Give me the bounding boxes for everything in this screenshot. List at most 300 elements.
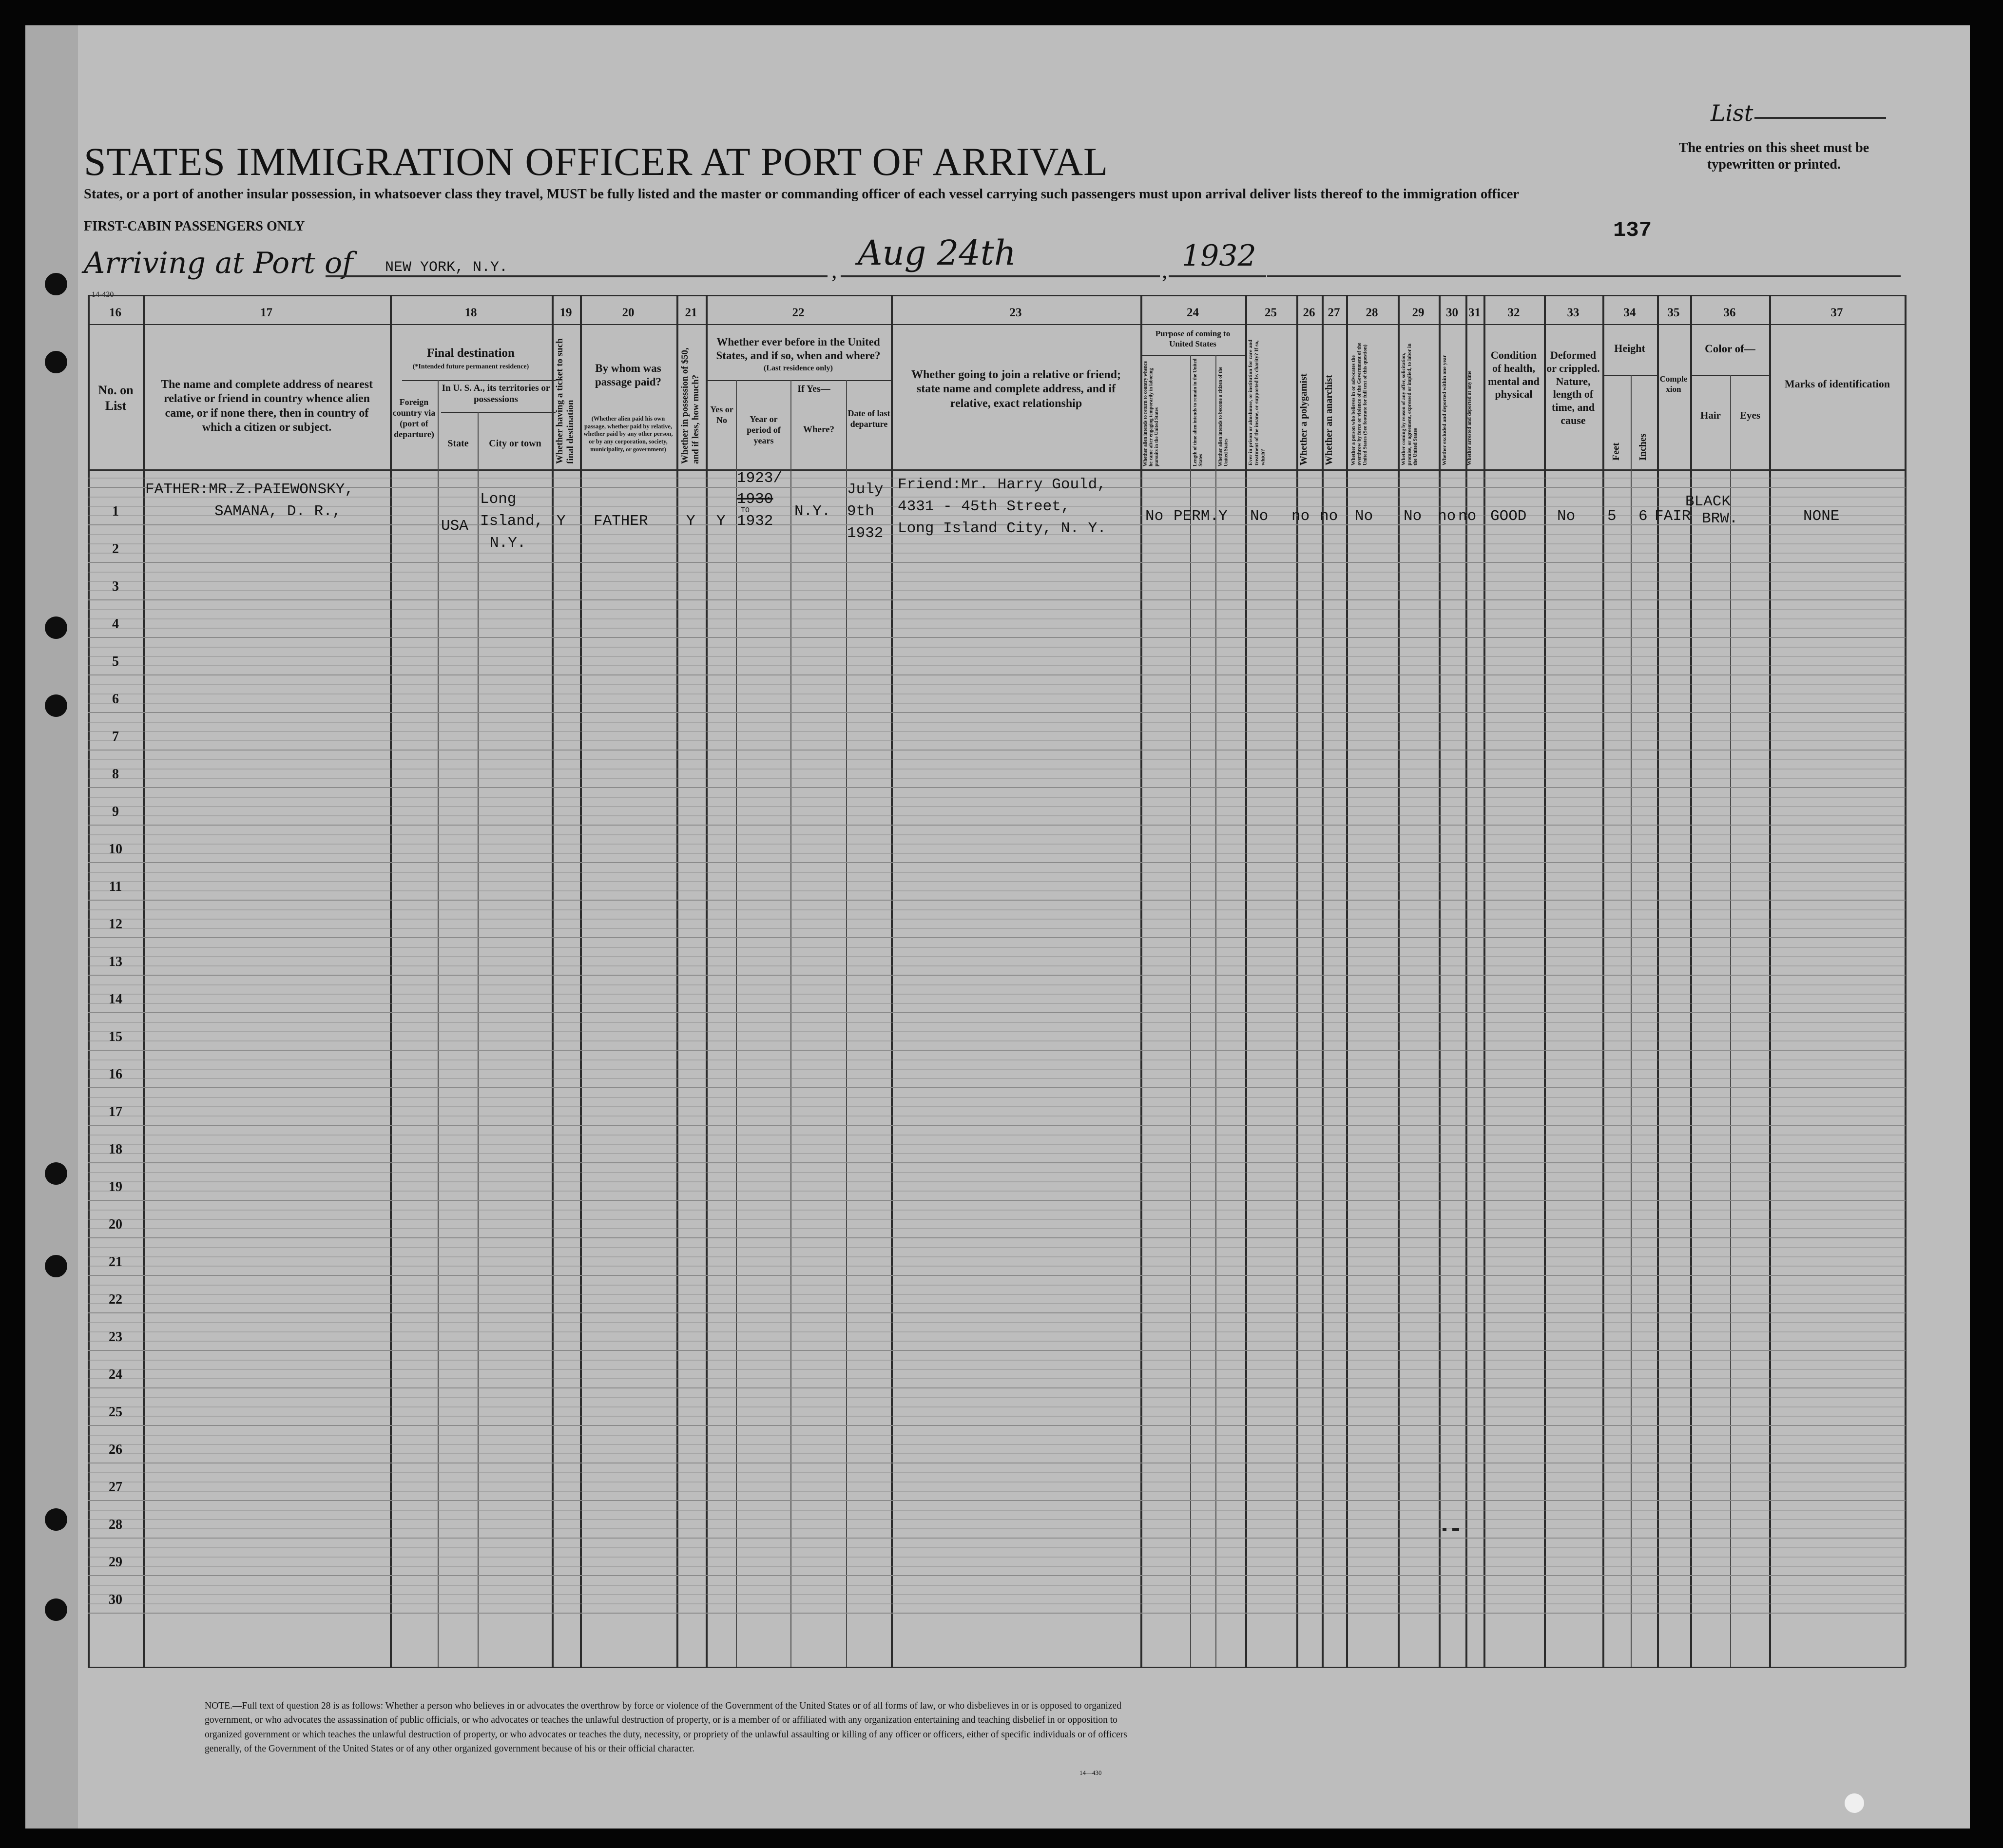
column-rule: [846, 380, 847, 1667]
column-rule: [676, 295, 678, 1667]
row-rule: [88, 872, 1906, 873]
row-rule: [88, 1266, 1906, 1267]
date-underline: [841, 275, 1160, 277]
row-rule: [88, 928, 1906, 929]
header-health: Condition of health, mental and physical: [1488, 349, 1540, 401]
row-rule: [88, 1472, 1906, 1473]
column-rule: [88, 295, 90, 1667]
column-rule: [580, 295, 582, 1667]
row-number: 28: [109, 1517, 122, 1532]
header-excluded: Whether excluded and deported within one year: [1442, 355, 1447, 465]
header-deformed: Deformed or crippled. Nature, length of time, and cause: [1546, 349, 1600, 427]
row-rule: [88, 1528, 1906, 1529]
rivet: [1845, 1793, 1864, 1813]
row-rule: [88, 1106, 1906, 1107]
column-rule: [1905, 295, 1907, 1667]
column-rule: [143, 295, 145, 1667]
row-rule: [88, 1500, 1906, 1501]
row-rule: [88, 1069, 1906, 1070]
page-title: STATES IMMIGRATION OFFICER AT PORT OF ARRIVAL: [84, 139, 1109, 184]
header-bottom-rule: [88, 469, 1906, 471]
column-rule: [1657, 295, 1659, 1667]
row-rule: [88, 1191, 1906, 1192]
typewritten-note: The entries on this sheet must be typewritten or printed.: [1678, 140, 1869, 172]
row-rule: [88, 1059, 1906, 1060]
header-purpose: Purpose of coming to United States: [1155, 329, 1231, 348]
class-label: FIRST-CABIN PASSENGERS ONLY: [84, 219, 305, 234]
entry-city-line1: Long: [480, 491, 517, 508]
header-feet: Feet: [1611, 443, 1621, 461]
row-rule: [88, 1097, 1906, 1098]
col-number: 16: [109, 306, 121, 319]
row-rule: [88, 956, 1906, 957]
column-rule: [1769, 295, 1771, 1667]
entry-join-line1: Friend:Mr. Harry Gould,: [898, 476, 1106, 493]
column-rule: [1544, 295, 1546, 1667]
row-rule: [88, 543, 1906, 544]
column-rule: [706, 295, 708, 1667]
entry-join-line2: 4331 - 45th Street,: [898, 498, 1070, 515]
header-offer-labor: Whether coming by reason of any offer, solicitation, promise, or agreement, expressed or implied, to labor in the United States: [1401, 344, 1419, 465]
col-number: 37: [1830, 306, 1843, 319]
col-number: 22: [792, 306, 805, 319]
row-rule: [88, 1547, 1906, 1548]
row-rule: [88, 647, 1906, 648]
row-rule: [88, 1303, 1906, 1304]
entry-years-line3: 1932: [737, 513, 773, 530]
row-rule: [88, 1425, 1906, 1426]
punch-hole: [45, 1162, 67, 1185]
row-number: 21: [109, 1254, 122, 1270]
row-rule: [88, 1350, 1906, 1351]
row-rule: [88, 1444, 1906, 1445]
column-rule: [1140, 295, 1142, 1667]
row-rule: [88, 1247, 1906, 1248]
entry-where: N.Y.: [794, 503, 831, 520]
row-rule: [88, 1491, 1906, 1492]
col-number: 35: [1667, 306, 1680, 319]
header-ticket: Whether having a ticket to such final destination: [555, 338, 576, 464]
header-inches: Inches: [1637, 433, 1648, 461]
entry-departure-line1: July: [847, 481, 884, 498]
comma: ,: [1162, 258, 1168, 283]
column-rule: [736, 380, 737, 1667]
header-foreign-country: Foreign country via (port of departure): [392, 397, 436, 439]
row-rule: [88, 562, 1906, 563]
rule: [441, 412, 556, 413]
column-rule: [1322, 295, 1324, 1667]
row-rule: [88, 806, 1906, 807]
row-rule: [88, 815, 1906, 816]
header-city: City or town: [489, 438, 541, 449]
col-number: 24: [1187, 306, 1199, 319]
page-subtitle: States, or a port of another insular possession, in whatsoever class they travel, MUST be fully listed and the master or commanding officer of each vessel carrying such passengers must upon arrival deliver lists thereof to the immigration officer: [84, 187, 1520, 202]
header-color: Color of—: [1705, 343, 1755, 355]
entry-departure-line3: 1932: [847, 525, 884, 542]
row-number: 18: [109, 1142, 122, 1157]
column-rule: [1398, 295, 1400, 1667]
entry-offer: No: [1404, 508, 1422, 525]
column-rule: [390, 295, 392, 1667]
entry-prison: No: [1250, 508, 1269, 525]
row-number: 24: [109, 1367, 122, 1382]
entry-eyes: BRW.: [1702, 510, 1738, 527]
row-number: 17: [109, 1104, 122, 1119]
header-date-departure: Date of last departure: [847, 408, 890, 429]
row-rule: [88, 1172, 1906, 1173]
row-rule: [88, 984, 1906, 985]
header-final-destination-sub: (*Intended future permanent residence): [412, 363, 529, 370]
header-where: Where?: [803, 424, 835, 435]
col-number: 32: [1507, 306, 1520, 319]
column-rule: [1245, 295, 1247, 1667]
binding-gutter: [25, 25, 78, 1829]
column-rule: [1346, 295, 1348, 1667]
row-number: 9: [112, 804, 119, 819]
row-rule: [88, 1200, 1906, 1201]
row-rule: [88, 909, 1906, 910]
header-in-usa: In U. S. A., its territories or possessions: [442, 383, 550, 405]
column-rule: [1190, 355, 1191, 1667]
row-rule: [88, 994, 1906, 995]
row-rule: [88, 684, 1906, 685]
header-purpose-length: Length of time alien intends to remain in the United States: [1193, 358, 1204, 466]
column-rule: [790, 380, 791, 1667]
row-rule: [88, 1153, 1906, 1154]
header-join-relative: Whether going to join a relative or friend; state name and complete address, and if relative, exact relationship: [911, 368, 1121, 410]
row-number: 22: [109, 1292, 122, 1307]
rule: [707, 380, 892, 381]
row-rule: [88, 1387, 1906, 1388]
entry-excluded: no: [1438, 508, 1456, 525]
entry-join-line3: Long Island City, N. Y.: [898, 520, 1106, 537]
row-number: 10: [109, 842, 122, 857]
entry-departure-line2: 9th: [847, 503, 874, 520]
entry-polygamist: no: [1291, 508, 1310, 525]
row-rule: [88, 1237, 1906, 1238]
year-underline: [1169, 275, 1266, 277]
row-rule: [88, 1360, 1906, 1361]
row-rule: [88, 844, 1906, 845]
header-passage-paid-sub: (Whether alien paid his own passage, whether paid by relative, whether paid by any other person, or by any corporation, society, municipality, or government): [583, 415, 673, 453]
row-rule: [88, 599, 1906, 600]
col-number: 28: [1366, 306, 1378, 319]
row-rule: [88, 1022, 1906, 1023]
row-rule: [88, 787, 1906, 788]
row-rule: [88, 1087, 1906, 1088]
header-no-on-list: No. on List: [98, 383, 134, 413]
row-rule: [88, 1012, 1906, 1013]
row-rule: [88, 1453, 1906, 1454]
header-hair: Hair: [1700, 409, 1721, 421]
punch-hole: [45, 1255, 67, 1277]
entry-state: USA: [441, 518, 468, 535]
row-number: 29: [109, 1555, 122, 1570]
row-rule: [88, 609, 1906, 610]
row-rule: [88, 1294, 1906, 1295]
header-prison: Ever in prison or almshouse, or institution for care and treatment of the insane, or supported by charity? If so, which?: [1248, 339, 1266, 465]
row-rule: [88, 1078, 1906, 1079]
row-rule: [88, 1210, 1906, 1211]
row-rule: [88, 1003, 1906, 1004]
row-rule: [88, 1228, 1906, 1229]
row-rule: [88, 1416, 1906, 1417]
column-rule: [1296, 295, 1298, 1667]
row-number: 19: [109, 1179, 122, 1194]
entry-relative-line2: SAMANA, D. R.,: [214, 503, 342, 520]
row-number: 15: [109, 1029, 122, 1044]
entry-before-yes: Y: [716, 513, 726, 530]
arriving-label: Arriving at Port of: [84, 246, 353, 280]
col-number: 29: [1412, 306, 1425, 319]
arrival-line-end: [1267, 275, 1901, 277]
row-number: 30: [109, 1592, 122, 1607]
header-final-destination: Final destination: [427, 346, 515, 360]
row-number: 6: [112, 692, 119, 707]
row-rule: [88, 919, 1906, 920]
punch-hole: [45, 1508, 67, 1531]
header-purpose-return: Whether alien intends to return to country whence he came after engaging temporarily in laboring pursuits in the United States: [1143, 361, 1159, 466]
header-marks: Marks of identification: [1784, 378, 1890, 390]
entry-relative-line1: FATHER:MR.Z.PAIEWONSKY,: [145, 481, 354, 498]
row-rule: [88, 656, 1906, 657]
column-rule: [438, 380, 439, 1667]
header-polygamist: Whether a polygamist: [1298, 373, 1309, 465]
entry-paid-by: FATHER: [594, 513, 648, 530]
header-relative-address: The name and complete address of nearest relative or friend in country whence alien came, or if none there, then in country of which a citizen or subject.: [160, 378, 373, 434]
row-rule: [88, 665, 1906, 666]
row-rule: [88, 853, 1906, 854]
row-rule: [88, 572, 1906, 573]
row-rule: [88, 581, 1906, 582]
row-rule: [88, 1378, 1906, 1379]
row-number: 25: [109, 1405, 122, 1420]
column-rule: [1465, 295, 1467, 1667]
header-height: Height: [1614, 342, 1645, 354]
header-fifty-dollars: Whether in possession of $50, and if less, how much?: [680, 347, 701, 464]
row-rule: [88, 1557, 1906, 1558]
row-rule: [88, 1369, 1906, 1370]
footnote-question-28: NOTE.—Full text of question 28 is as follows: Whether a person who believes in or advocates the overthrow by force or violence of the Government of the United States or of all forms of law, or who disbelieves in or is opposed to organized government, or who advocates the assassination of public officials, or who advocates or teaches the unlawful destruction of property, or is a member of or affiliated with any organization entertaining and teaching disbelief in or opposition to organized government or which teaches the unlawful destruction of property, or who advocates or teaches the duty, necessity, or propriety of the unlawful assaulting or killing of any officer or officers, either of specific individuals or of officers generally, of the Government of the United States or of any other organized government because of his or their official character.: [205, 1701, 1127, 1754]
entry-deformed: No: [1557, 508, 1576, 525]
row-rule: [88, 1585, 1906, 1586]
entry-years-line2: 1930: [737, 491, 773, 508]
row-rule: [88, 712, 1906, 713]
row-number: 1: [112, 504, 119, 519]
row-rule: [88, 628, 1906, 629]
row-rule: [88, 1031, 1906, 1032]
row-rule: [88, 1125, 1906, 1126]
rule: [1141, 355, 1246, 356]
col-number: 20: [622, 306, 635, 319]
entry-inches: 6: [1638, 508, 1648, 525]
col-number: 25: [1265, 306, 1277, 319]
row-rule: [88, 1144, 1906, 1145]
header-yes-no: Yes or No: [710, 404, 733, 425]
entry-city-line2: Island,: [480, 513, 544, 530]
row-rule: [88, 1594, 1906, 1595]
rule: [1603, 375, 1657, 376]
row-rule: [88, 1603, 1906, 1604]
row-rule: [88, 797, 1906, 798]
col-number: 23: [1009, 306, 1022, 319]
column-rule: [891, 295, 893, 1667]
row-rule: [88, 769, 1906, 770]
header-overthrow: Whether a person who believes in or advocates the overthrow by force or violence of the Government of the United States (See footnote for full text of this question): [1351, 343, 1368, 465]
row-rule: [88, 1256, 1906, 1257]
comma: ,: [831, 258, 837, 283]
row-number: 23: [109, 1329, 122, 1345]
row-number: 2: [112, 541, 119, 557]
row-rule: [88, 937, 1906, 938]
row-rule: [88, 759, 1906, 760]
row-rule: [88, 703, 1906, 704]
row-rule: [88, 1406, 1906, 1407]
column-rule: [1215, 355, 1216, 1667]
entry-has-50: Y: [686, 513, 695, 530]
header-deported: Whether arrested and deported at any time: [1467, 370, 1472, 465]
header-ever-before-sub: (Last residence only): [764, 364, 833, 372]
row-rule: [88, 825, 1906, 826]
row-number: 5: [112, 654, 119, 669]
header-purpose-citizen: Whether alien intends to become a citizen of the United States: [1218, 366, 1229, 466]
row-rule: [88, 1040, 1906, 1041]
header-passage-paid: By whom was passage paid?: [595, 362, 662, 388]
entry-marks: NONE: [1803, 508, 1840, 525]
entry-years-line1: 1923/: [737, 470, 783, 487]
column-rule: [1483, 295, 1485, 1667]
row-number: 26: [109, 1442, 122, 1457]
table-top-border: [88, 295, 1906, 296]
entry-hair: BLACK: [1685, 493, 1731, 510]
row-rule: [88, 778, 1906, 779]
ink-mark: [1452, 1528, 1459, 1531]
row-number: 4: [112, 616, 119, 632]
row-rule: [88, 1322, 1906, 1323]
row-rule: [88, 975, 1906, 976]
row-number: 16: [109, 1067, 122, 1082]
col-number: 31: [1468, 306, 1481, 319]
list-label: List: [1711, 100, 1753, 126]
col-number: 27: [1328, 306, 1340, 319]
row-rule: [88, 1285, 1906, 1286]
entry-city-line3: N.Y.: [490, 535, 526, 552]
entry-health: GOOD: [1490, 508, 1527, 525]
row-number: 7: [112, 729, 119, 744]
header-if-yes: If Yes—: [797, 384, 830, 394]
entry-ticket: Y: [557, 513, 566, 530]
rule: [402, 380, 556, 381]
header-complexion: Complexion: [1659, 374, 1688, 394]
row-rule: [88, 834, 1906, 835]
row-rule: [88, 1341, 1906, 1342]
header-state: State: [447, 438, 469, 449]
entry-anarchist: no: [1320, 508, 1338, 525]
row-rule: [88, 890, 1906, 891]
row-rule: [88, 900, 1906, 901]
row-rule: [88, 1135, 1906, 1136]
row-rule: [88, 1538, 1906, 1539]
col-number: 34: [1623, 306, 1636, 319]
row-number: 8: [112, 767, 119, 782]
punch-hole: [45, 1598, 67, 1621]
col-number: 30: [1446, 306, 1458, 319]
row-rule: [88, 965, 1906, 966]
arrival-year: 1932: [1182, 239, 1256, 273]
col-number: 21: [685, 306, 697, 319]
page-number: 137: [1613, 218, 1652, 243]
row-rule: [88, 1181, 1906, 1182]
header-anarchist: Whether an anarchist: [1324, 375, 1334, 465]
row-rule: [88, 590, 1906, 591]
column-number-rule: [88, 324, 1906, 325]
row-number: 3: [112, 579, 119, 594]
row-rule: [88, 1331, 1906, 1332]
row-rule: [88, 637, 1906, 638]
table-bottom-border: [88, 1667, 1906, 1668]
column-rule: [552, 295, 554, 1667]
entry-overthrow: No: [1355, 508, 1373, 525]
punch-hole: [45, 616, 67, 639]
col-number: 36: [1723, 306, 1736, 319]
row-rule: [88, 1312, 1906, 1313]
entry-years-to: TO: [741, 506, 750, 515]
row-rule: [88, 740, 1906, 741]
column-rule: [1439, 295, 1441, 1667]
row-rule: [88, 731, 1906, 732]
ink-mark: [1443, 1528, 1446, 1531]
header-ever-before: Whether ever before in the United States, and if so, when and where?: [716, 336, 881, 362]
entry-citizen: Y: [1218, 508, 1228, 525]
column-rule: [1602, 295, 1604, 1667]
entry-return: No: [1145, 508, 1164, 525]
col-number: 17: [260, 306, 272, 319]
col-number: 19: [559, 306, 572, 319]
list-underline: [1754, 117, 1886, 119]
arrival-date: Aug 24th: [858, 233, 1016, 273]
row-rule: [88, 1050, 1906, 1051]
entry-complexion: FAIR: [1655, 508, 1691, 525]
row-rule: [88, 618, 1906, 619]
row-rule: [88, 1435, 1906, 1436]
row-number: 27: [109, 1480, 122, 1495]
row-rule: [88, 1566, 1906, 1567]
row-rule: [88, 881, 1906, 882]
row-rule: [88, 1397, 1906, 1398]
row-rule: [88, 722, 1906, 723]
col-number: 18: [464, 306, 477, 319]
punch-hole: [45, 273, 67, 295]
col-number: 33: [1567, 306, 1579, 319]
row-number: 12: [109, 917, 122, 932]
row-number: 11: [109, 879, 122, 894]
punch-hole: [45, 351, 67, 373]
row-rule: [88, 1613, 1906, 1614]
entry-deported: no: [1458, 508, 1477, 525]
row-number: 20: [109, 1217, 122, 1232]
row-number: 14: [109, 992, 122, 1007]
row-rule: [88, 693, 1906, 694]
row-number: 13: [109, 954, 122, 969]
row-rule: [88, 1219, 1906, 1220]
form-code: 14—430: [1079, 1769, 1102, 1776]
punch-hole: [45, 694, 67, 717]
row-rule: [88, 1275, 1906, 1276]
entry-feet: 5: [1607, 508, 1617, 525]
row-rule: [88, 674, 1906, 675]
header-eyes: Eyes: [1740, 409, 1760, 421]
row-rule: [88, 1519, 1906, 1520]
